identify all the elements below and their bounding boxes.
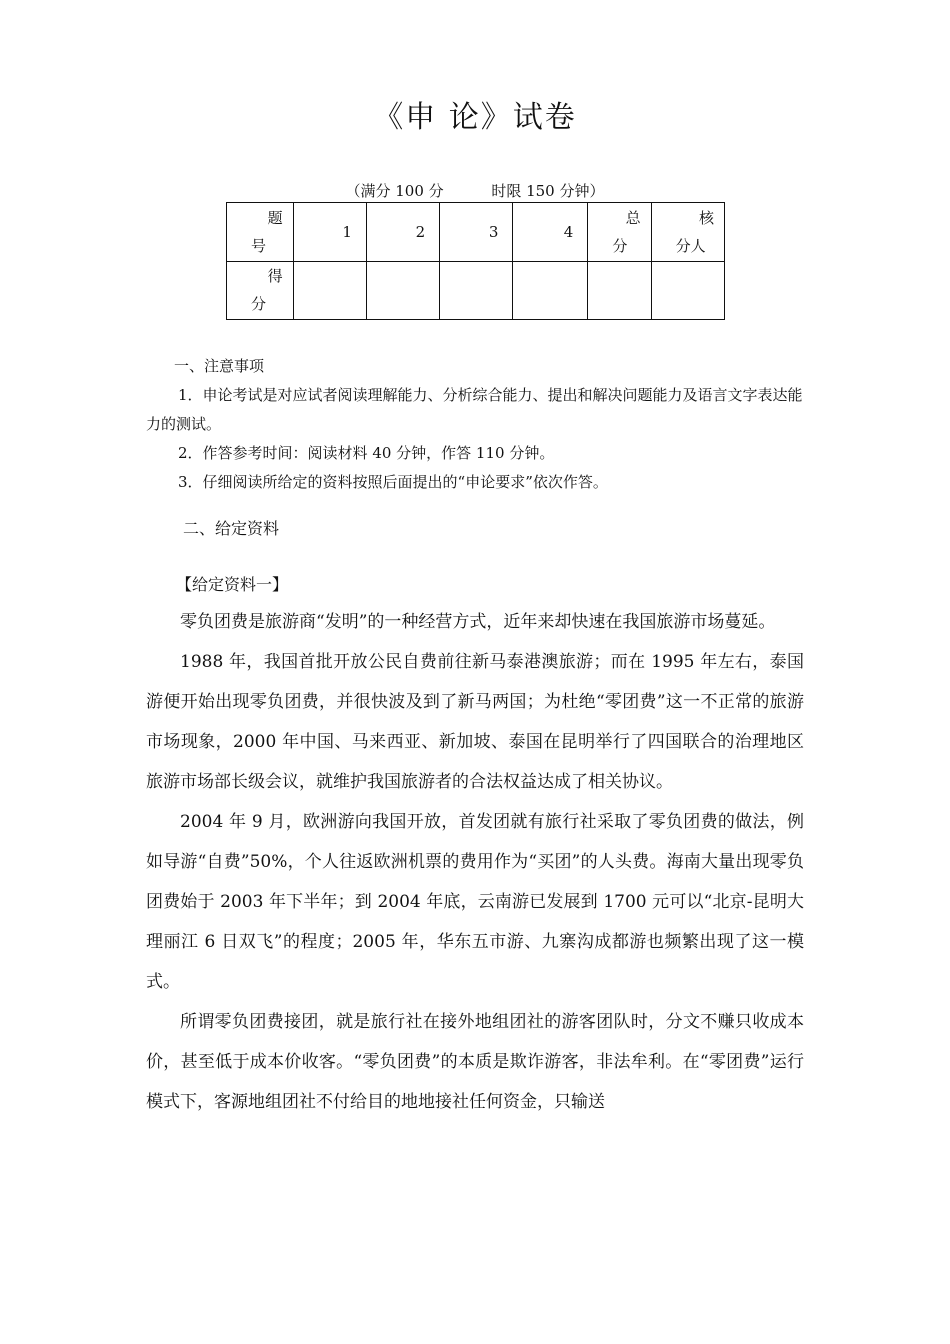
question-3-header: 3 <box>440 203 513 262</box>
notes-item-3: 3．仔细阅读所给定的资料按照后面提出的“申论要求”依次作答。 <box>178 473 608 491</box>
score-cell-q2 <box>366 261 439 320</box>
page-title: 《申 论》试卷 <box>373 100 577 135</box>
score-label-top: 得 <box>267 267 283 286</box>
materials-heading: 二、给定资料 <box>183 519 280 538</box>
label-top: 题 <box>267 208 283 227</box>
notes-item-2: 2．作答参考时间：阅读材料 40 分钟，作答 110 分钟。 <box>178 444 555 462</box>
score-table <box>226 202 725 320</box>
material-1-body <box>146 602 804 1122</box>
checker-bottom: 分人 <box>675 236 706 255</box>
score-table-score-row <box>227 261 725 320</box>
question-4-header: 4 <box>513 203 588 262</box>
question-number-label-cell <box>227 203 294 262</box>
checker-top: 核 <box>698 208 714 227</box>
total-top: 总 <box>625 208 641 227</box>
score-cell-q3 <box>440 261 513 320</box>
question-1-header: 1 <box>293 203 366 262</box>
label-bottom: 号 <box>251 236 267 255</box>
question-2-header: 2 <box>366 203 439 262</box>
checker-header <box>651 203 724 262</box>
score-cell-total <box>588 261 651 320</box>
paragraph: 所谓零负团费接团，就是旅行社在接外地组团社的游客团队时，分文不赚只收成本价，甚至低于成本价收客。“零负团费”的本质是欺诈游客，非法牟利。在“零团费”运行模式下，客源地组团社不付给目的地地接社任何资金，只输送 <box>146 1012 804 1112</box>
score-cell-q4 <box>513 261 588 320</box>
score-label-cell <box>227 261 294 320</box>
material-1-title: 【给定资料一】 <box>176 575 289 594</box>
notes-section <box>146 352 811 497</box>
paragraph: 2004 年 9 月，欧洲游向我国开放，首发团就有旅行社采取了零负团费的做法，例如导游“自费”50%，个人往返欧洲机票的费用作为“买团”的人头费。海南大量出现零负团费始于 2003 年下半年；到 2004 年底，云南游已发展到 1700 元可以“北京-昆明大理丽江 6 日双飞”的程度；2005 年，华东五市游、九寨沟成都游也频繁出现了这一模式。 <box>146 812 804 992</box>
notes-item-1: 1．申论考试是对应试者阅读理解能力、分析综合能力、提出和解决问题能力及语言文字表达能力的测试。 <box>146 386 803 433</box>
total-score-header <box>588 203 651 262</box>
paragraph: 零负团费是旅游商“发明”的一种经营方式，近年来却快速在我国旅游市场蔓延。 <box>180 612 776 632</box>
score-cell-q1 <box>293 261 366 320</box>
score-cell-checker <box>651 261 724 320</box>
score-table-header-row <box>227 203 725 262</box>
paragraph: 1988 年，我国首批开放公民自费前往新马泰港澳旅游；而在 1995 年左右，泰国游便开始出现零负团费，并很快波及到了新马两国；为杜绝“零团费”这一不正常的旅游市场现象，2000 年中国、马来西亚、新加坡、泰国在昆明举行了四国联合的治理地区旅游市场部长级会议，就维护我国旅游者的合法权益达成了相关协议。 <box>146 652 804 792</box>
total-bottom: 分 <box>612 236 628 255</box>
exam-subtitle: （满分 100 分 时限 150 分钟） <box>345 182 605 200</box>
score-label-bottom: 分 <box>251 295 267 314</box>
notes-heading: 一、注意事项 <box>174 357 265 375</box>
